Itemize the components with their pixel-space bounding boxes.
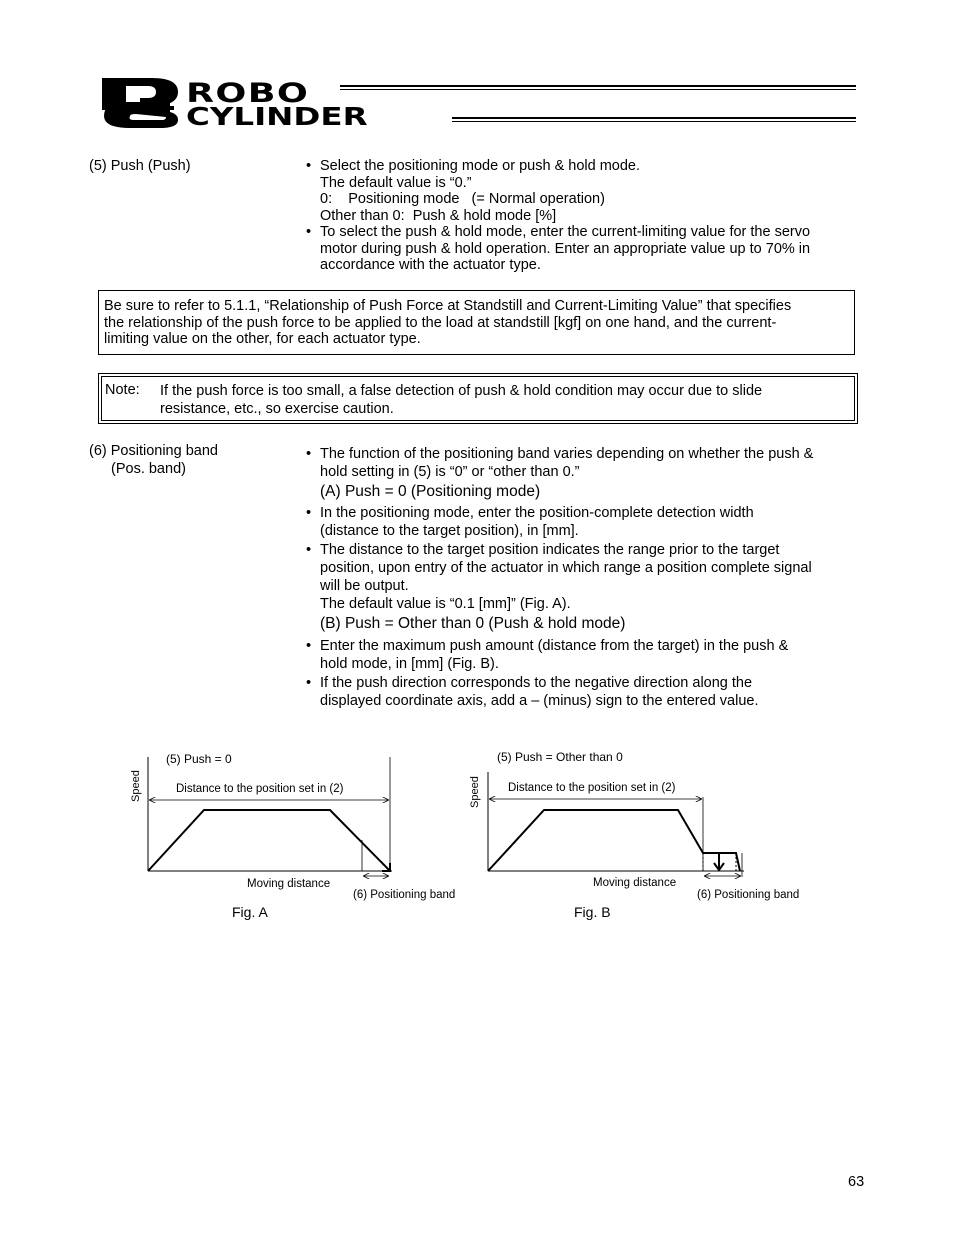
subheading-b: (B) Push = Other than 0 (Push & hold mode) <box>320 615 626 632</box>
header-rule-bottom-2 <box>452 121 856 122</box>
section6-bullet2-line: In the positioning mode, enter the position-complete detection width <box>320 505 754 521</box>
note-label: Note: <box>105 382 140 398</box>
fig-a-title: (5) Push = 0 <box>166 752 232 766</box>
section5-bullet-1 <box>306 158 856 224</box>
page-header <box>0 0 954 140</box>
logo-text-robo: ROBO <box>186 78 310 109</box>
section6-label: (6) Positioning band <box>89 443 218 459</box>
section6-bullet-1 <box>306 445 856 481</box>
fig-a-speed-profile <box>148 810 390 871</box>
bullet-icon: • <box>306 158 312 174</box>
section6-bullet5-line: displayed coordinate axis, add a – (minus) sign to the entered value. <box>320 693 759 709</box>
fig-a-caption: Fig. A <box>232 904 268 920</box>
header-rule-top-2 <box>340 89 856 90</box>
section6-label-sub: (Pos. band) <box>111 461 186 477</box>
section6-bullet3-line: will be output. <box>320 578 409 594</box>
section6-bullet3-line: The default value is “0.1 [mm]” (Fig. A). <box>320 596 571 612</box>
fig-a-band-label: (6) Positioning band <box>353 889 456 901</box>
fig-b-down-arrow-icon <box>714 854 724 870</box>
section5-bullet2-line: To select the push & hold mode, enter the current-limiting value for the servo <box>320 224 811 240</box>
section6-bullet-4 <box>306 637 856 673</box>
section6-bullet3-line: The distance to the target position indicates the range prior to the target <box>320 542 780 558</box>
page-number: 63 <box>848 1174 865 1190</box>
fig-b-caption: Fig. B <box>574 904 611 920</box>
section5-bullet1-line: Select the positioning mode or push & hold mode. <box>320 158 641 174</box>
section5-bullet1-line: 0: Positioning mode (= Normal operation) <box>320 191 605 207</box>
bullet-icon: • <box>306 224 312 240</box>
figure-b <box>460 745 830 925</box>
section6-bullet4-line: Enter the maximum push amount (distance from the target) in the push & <box>320 638 789 654</box>
section6-bullet-2 <box>306 504 856 540</box>
section6-bullet1-line: The function of the positioning band varies depending on whether the push & <box>320 446 814 462</box>
section6-bullet5-line: If the push direction corresponds to the negative direction along the <box>320 675 753 691</box>
section5-bullet1-line: Other than 0: Push & hold mode [%] <box>320 207 557 224</box>
section6-bullet4-line: hold mode, in [mm] (Fig. B). <box>320 656 499 672</box>
section5-bullet-2 <box>306 224 856 274</box>
fig-a-xlabel: Moving distance <box>247 878 331 890</box>
reference-box <box>98 290 855 355</box>
bullet-icon: • <box>306 542 312 558</box>
section6-bullet3-line: position, upon entry of the actuator in which range a position complete signal <box>320 560 812 576</box>
section6-bullet2-line: (distance to the target position), in [mm]. <box>320 523 579 539</box>
bullet-icon: • <box>306 446 312 462</box>
note-text <box>160 382 850 418</box>
fig-b-distance-label: Distance to the position set in (2) <box>508 782 676 794</box>
header-rule-bottom-1 <box>452 117 856 119</box>
subheading-a: (A) Push = 0 (Positioning mode) <box>320 483 541 500</box>
bullet-icon: • <box>306 675 312 691</box>
fig-b-ylabel: Speed <box>469 776 481 808</box>
fig-b-title: (5) Push = Other than 0 <box>497 750 623 764</box>
rc-logo-icon <box>100 76 180 130</box>
fig-a-ylabel: Speed <box>130 770 142 802</box>
logo-text-cylinder: CYLINDER <box>186 102 368 131</box>
bullet-icon: • <box>306 505 312 521</box>
note-line: If the push force is too small, a false detection of push & hold condition may occur due to slide <box>160 383 763 399</box>
section5-bullet1-line: The default value is “0.” <box>320 174 472 191</box>
section6-bullet1-line: hold setting in (5) is “0” or “other than 0.” <box>320 464 580 480</box>
fig-b-band-label: (6) Positioning band <box>697 889 800 901</box>
note-box <box>98 373 858 424</box>
section6-bullet-3 <box>306 541 856 613</box>
reference-line: Be sure to refer to 5.1.1, “Relationship of Push Force at Standstill and Current-Limiting Value” that specifies <box>104 298 792 314</box>
section5-bullet2-line: accordance with the actuator type. <box>320 257 541 273</box>
reference-line: the relationship of the push force to be applied to the load at standstill [kgf] on one hand, and the current- <box>104 314 777 331</box>
figure-a <box>120 745 480 925</box>
section6-bullet-5 <box>306 674 856 710</box>
note-line: resistance, etc., so exercise caution. <box>160 401 394 417</box>
bullet-icon: • <box>306 638 312 654</box>
section5-label: (5) Push (Push) <box>89 158 191 174</box>
fig-b-speed-profile <box>488 810 740 871</box>
header-rule-top-1 <box>340 85 856 87</box>
reference-line: limiting value on the other, for each actuator type. <box>104 331 421 347</box>
section5-bullet2-line: motor during push & hold operation. Enter an appropriate value up to 70% in <box>320 240 811 257</box>
fig-b-xlabel: Moving distance <box>593 877 677 889</box>
fig-a-distance-label: Distance to the position set in (2) <box>176 783 344 795</box>
